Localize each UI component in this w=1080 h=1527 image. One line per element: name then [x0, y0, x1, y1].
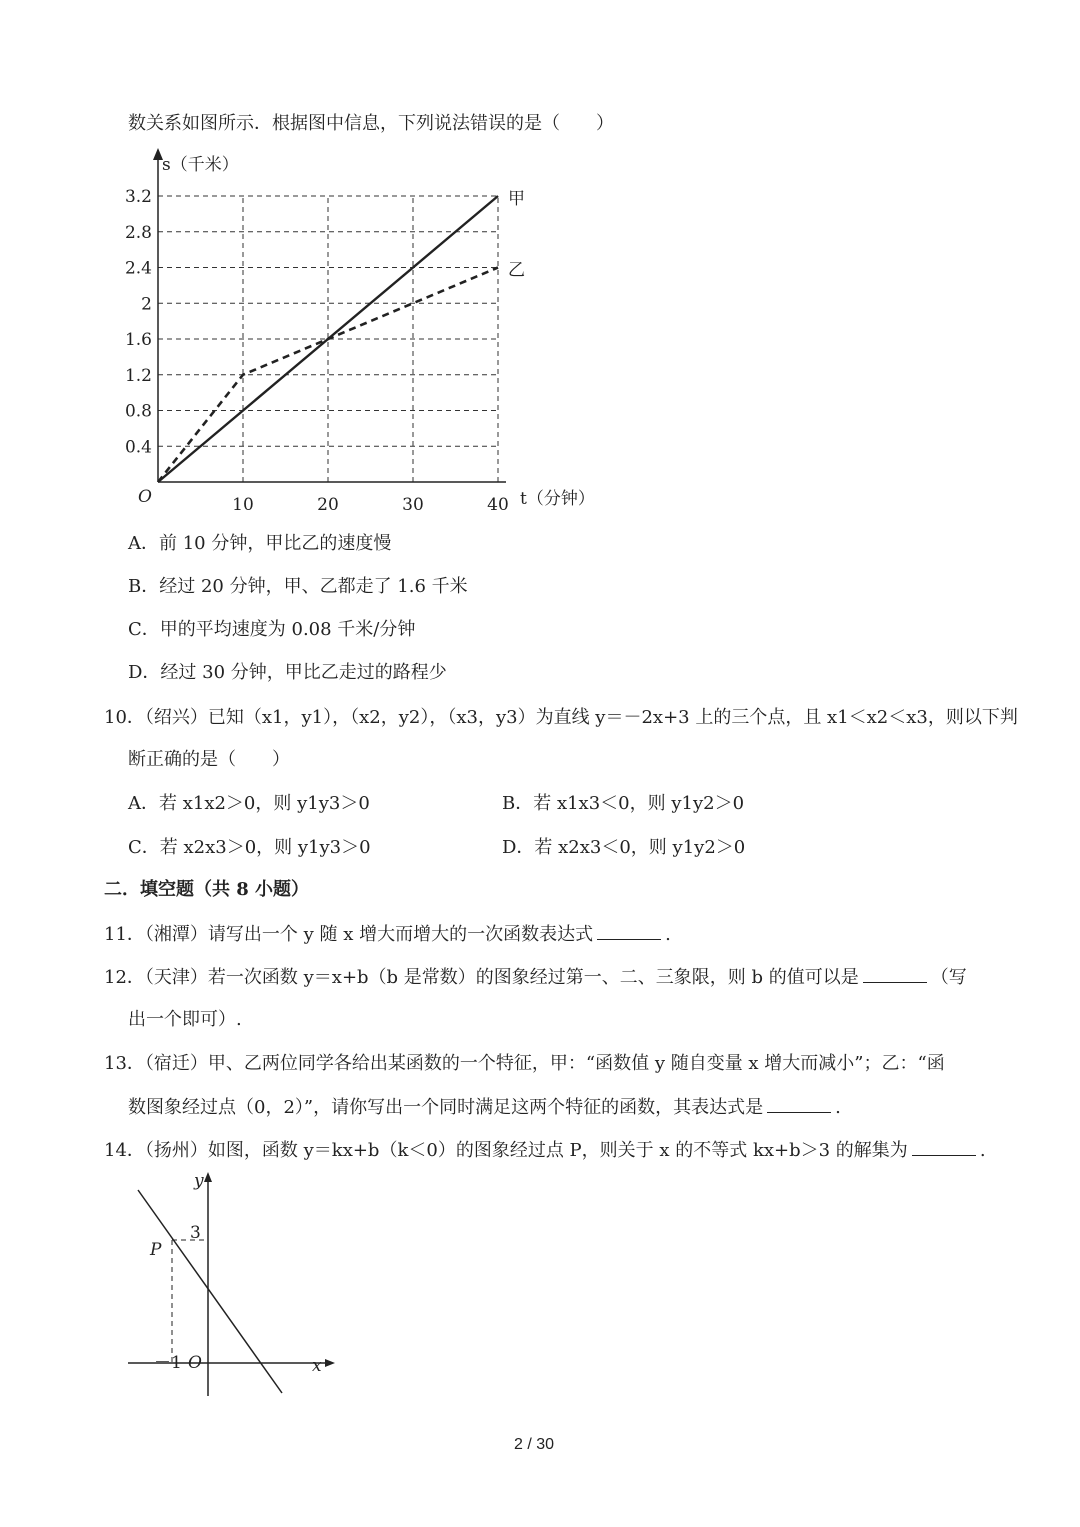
- y-tick-label: 2: [141, 294, 152, 315]
- fig14-point-p: P: [150, 1240, 162, 1260]
- q10-line2: 断正确的是（ ）: [128, 749, 290, 770]
- answer-blank: [767, 1098, 831, 1113]
- q13-text: 数图象经过点（0，2）”，请你写出一个同时满足这两个特征的函数，其表达式是: [128, 1097, 764, 1118]
- q9-stem: 数关系如图所示．根据图中信息，下列说法错误的是（ ）: [128, 113, 614, 134]
- y-tick-label: 2.8: [124, 222, 152, 243]
- answer-blank: [863, 968, 927, 983]
- q10-option-b: B．若 x1x3＜0，则 y1y2＞0: [502, 793, 745, 814]
- x-axis-label: t（分钟）: [520, 489, 595, 509]
- q14-figure: [120, 1168, 340, 1403]
- series-label: 甲: [508, 189, 525, 209]
- q12-tail: （写: [930, 967, 967, 988]
- q11: 11．（湘潭）请写出一个 y 随 x 增大而增大的一次函数表达式 .: [104, 924, 671, 945]
- fig14-y-tick: 3: [190, 1223, 201, 1243]
- q12-text: 12．（天津）若一次函数 y＝x+b（b 是常数）的图象经过第一、二、三象限，则 b 的值可以是: [104, 967, 859, 988]
- q9-option-a: A．前 10 分钟，甲比乙的速度慢: [128, 533, 392, 554]
- q10-line1: 10．（绍兴）已知（x1，y1），（x2，y2），（x3，y3）为直线 y＝－2x+3 上的三个点，且 x1＜x2＜x3，则以下判: [104, 707, 1018, 728]
- y-tick-label: 0.8: [124, 401, 152, 422]
- section-heading: 二．填空题（共 8 小题）: [104, 879, 310, 900]
- q13-line2: 数图象经过点（0，2）”，请你写出一个同时满足这两个特征的函数，其表达式是 .: [128, 1097, 841, 1118]
- page-number: 2 / 30: [514, 1436, 555, 1453]
- q13-line1: 13．（宿迁）甲、乙两位同学各给出某函数的一个特征，甲：“函数值 y 随自变量 x 增大而减小”；乙：“函: [104, 1053, 945, 1074]
- y-axis-label: s（千米）: [162, 155, 239, 175]
- q14-text: 14．（扬州）如图，函数 y＝kx+b（k＜0）的图象经过点 P，则关于 x 的不等式 kx+b＞3 的解集为: [104, 1140, 908, 1161]
- q10-option-a: A．若 x1x2＞0，则 y1y3＞0: [128, 793, 370, 814]
- series-label: 乙: [508, 260, 525, 281]
- q12-line2: 出一个即可）.: [128, 1009, 242, 1030]
- y-tick-label: 3.2: [124, 187, 152, 207]
- fig14-origin: O: [188, 1353, 202, 1373]
- q9-option-b: B．经过 20 分钟，甲、乙都走了 1.6 千米: [128, 576, 468, 597]
- x-tick-label: 40: [487, 495, 509, 515]
- fig14-x-arrow: [325, 1359, 335, 1367]
- y-tick-label: 2.4: [124, 258, 152, 279]
- x-tick-label: 20: [317, 495, 339, 515]
- y-tick-label: 0.4: [124, 437, 152, 458]
- q10-option-c: C．若 x2x3＞0，则 y1y3＞0: [128, 837, 371, 858]
- fig14-x-tick: －1: [154, 1353, 182, 1373]
- q10-option-d: D．若 x2x3＜0，则 y1y2＞0: [502, 837, 746, 858]
- q9-option-c: C．甲的平均速度为 0.08 千米/分钟: [128, 619, 416, 640]
- fig14-y-arrow: [204, 1172, 212, 1182]
- q9-option-d: D．经过 30 分钟，甲比乙走过的路程少: [128, 662, 447, 683]
- q14-line: 14．（扬州）如图，函数 y＝kx+b（k＜0）的图象经过点 P，则关于 x 的不等式 kx+b＞3 的解集为 .: [104, 1140, 986, 1161]
- distance-time-chart: [100, 148, 620, 528]
- answer-blank: [597, 925, 661, 940]
- answer-blank: [912, 1141, 976, 1156]
- x-tick-label: 30: [402, 495, 424, 515]
- fig14-y-label: y: [194, 1171, 204, 1191]
- x-tick-label: 10: [232, 495, 254, 515]
- q12-line1: [104, 968, 967, 987]
- fig14-x-label: x: [312, 1356, 322, 1376]
- y-tick-label: 1.6: [124, 330, 152, 350]
- origin-label: O: [138, 487, 152, 507]
- y-tick-label: 1.2: [124, 365, 152, 386]
- q11-text: 11．（湘潭）请写出一个 y 随 x 增大而增大的一次函数表达式: [104, 924, 594, 945]
